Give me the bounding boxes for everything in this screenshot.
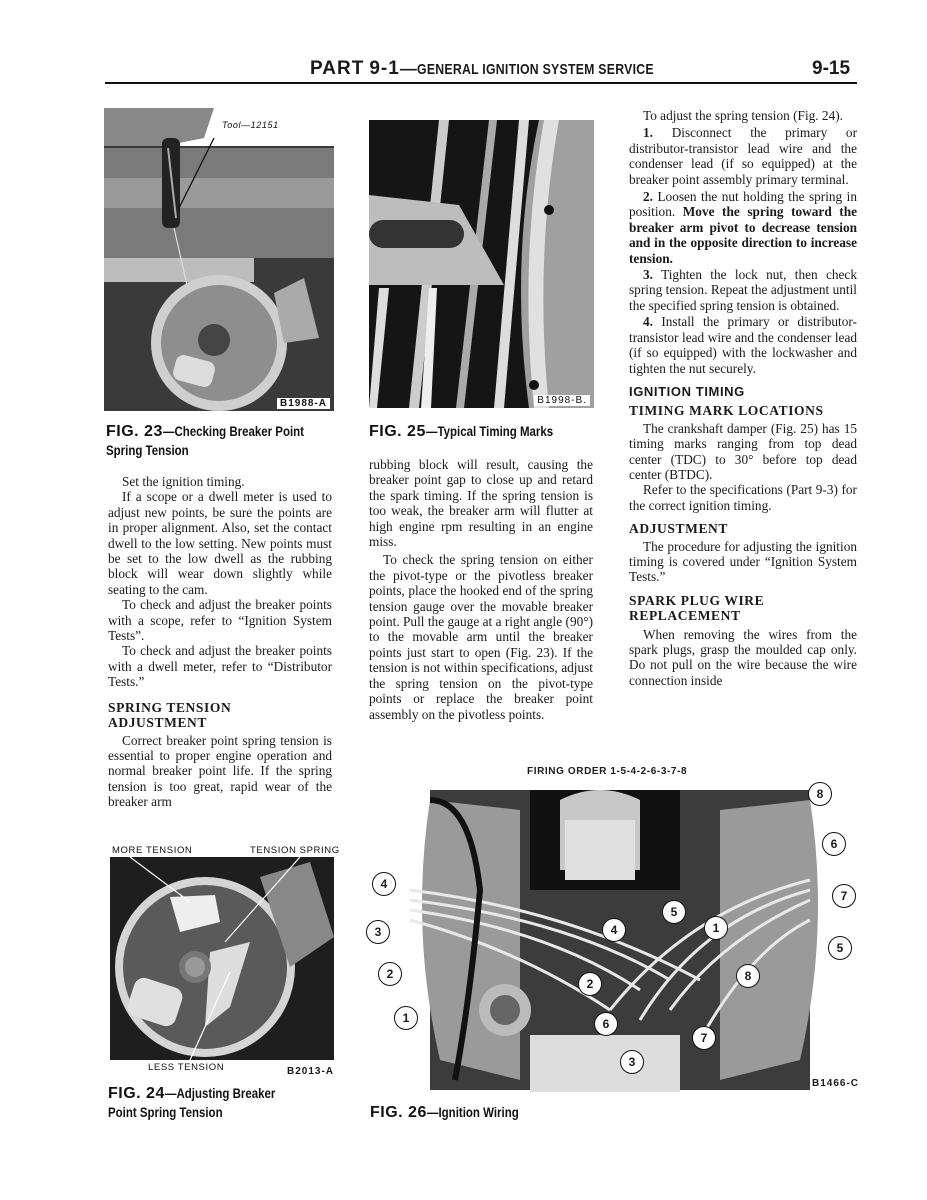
header-rule: [105, 82, 857, 84]
callout-5-right: 5: [828, 936, 852, 960]
fig26-title: —Ignition Wiring: [426, 1104, 519, 1120]
callout-3-bottom: 3: [620, 1050, 644, 1074]
fig23-caption: [106, 422, 346, 460]
header-part-number: 9-1: [369, 58, 400, 79]
right-p-damper: The crankshaft damper (Fig. 25) has 15 timing marks ranging from top dead center (TDC) to 30° before top dead center (BTDC).: [629, 420, 857, 482]
step2-number: 2.: [643, 189, 653, 205]
right-step4: 4. Install the primary or distributor-transistor lead wire and the condenser lead (if so equipped) with the lockwasher and tighten the nut securely.: [629, 314, 857, 376]
fig24-photo: [110, 857, 334, 1060]
header-dash: —: [399, 59, 418, 78]
left-column: [108, 474, 332, 810]
left-p2: If a scope or a dwell meter is used to adjust new points, be sure the points are in proper alignment. Also, set the contact dwell to the low setting. New points must be set to the low dwell as the rubbing block will wear down slightly while seating to the cam.: [108, 489, 332, 597]
header-section-title: GENERAL IGNITION SYSTEM SERVICE: [417, 61, 654, 78]
fig23-photo: [104, 108, 334, 411]
fig24-title-line2: Point Spring Tension: [108, 1104, 223, 1120]
fig23-title-line1: —Checking Breaker Point: [162, 423, 304, 439]
distributor-gauge-illustration: [104, 108, 334, 411]
callout-4-left: 4: [372, 872, 396, 896]
callout-7-center: 7: [692, 1026, 716, 1050]
heading-adjustment: ADJUSTMENT: [629, 521, 729, 537]
firing-order-label: FIRING ORDER 1-5-4-2-6-3-7-8: [527, 766, 688, 777]
step3-number: 3.: [643, 267, 653, 283]
fig25-code: B1998-B.: [534, 395, 590, 406]
right-intro: To adjust the spring tension (Fig. 24).: [643, 108, 843, 123]
callout-8-top-right: 8: [808, 782, 832, 806]
heading-timing-mark-locations: TIMING MARK LOCATIONS: [629, 403, 824, 419]
heading-spark-plug-wire: SPARK PLUG WIRE REPLACEMENT: [629, 592, 765, 624]
right-p-refer: Refer to the specifications (Part 9-3) for the correct ignition timing.: [629, 482, 857, 513]
header-title: [310, 58, 706, 80]
fig26-photo: [370, 780, 850, 1092]
right-p-removing: When removing the wires from the spark plugs, grasp the moulded cap only. Do not pull on the wire because the wire connection inside: [629, 626, 857, 688]
heading-spring-tension: SPRING TENSION ADJUSTMENT: [108, 699, 232, 731]
fig24-number: FIG. 24: [108, 1085, 165, 1102]
tool-label: Tool—12151: [222, 120, 279, 130]
fig25-caption: [369, 422, 609, 441]
fig24-code: B2013-A: [287, 1066, 335, 1077]
fig23-number: FIG. 23: [106, 423, 163, 440]
fig23-title-line2: Spring Tension: [106, 442, 189, 458]
middle-column: [369, 457, 593, 722]
page-header: [0, 58, 927, 82]
fig23-code: B1988-A: [277, 398, 330, 409]
callout-1-left: 1: [394, 1006, 418, 1030]
page-number: 9-15: [812, 58, 851, 79]
fig25-number: FIG. 25: [369, 423, 426, 440]
fig25-title: —Typical Timing Marks: [425, 423, 554, 439]
right-p-procedure: The procedure for adjusting the ignition timing is covered under “Ignition System Tests.”: [629, 538, 857, 585]
left-p1: Set the ignition timing.: [122, 474, 245, 489]
callout-7-right: 7: [832, 884, 856, 908]
step1-number: 1.: [643, 125, 653, 141]
heading-ignition-timing: IGNITION TIMING: [629, 383, 745, 399]
callout-2-center: 2: [578, 972, 602, 996]
label-tension-spring: TENSION SPRING: [250, 845, 340, 856]
callout-2-left: 2: [378, 962, 402, 986]
fig24-caption: [108, 1084, 348, 1122]
header-part: PART: [310, 58, 365, 79]
right-column: [629, 108, 857, 688]
fig26-number: FIG. 26: [370, 1104, 427, 1121]
callout-6-right: 6: [822, 832, 846, 856]
timing-marks-illustration: [369, 120, 594, 408]
right-step3: 3. Tighten the lock nut, then check spring tension. Repeat the adjustment until the specified spring tension is obtained.: [629, 267, 857, 313]
callout-5-center: 5: [662, 900, 686, 924]
callout-3-left: 3: [366, 920, 390, 944]
label-less-tension: LESS TENSION: [148, 1062, 225, 1073]
middle-p2: To check the spring tension on either the pivot-type or the pivotless breaker points, place the hooked end of the spring tension gauge over the movable breaker point. Pull the gauge at a right angle (90°) to the movable arm until the breaker points just start to open (Fig. 23). If the tension is not within specifications, adjust the spring tension on the pivot-type points or replace the breaker point assembly on the pivotless points.: [369, 552, 593, 722]
fig25-photo: [369, 120, 594, 408]
left-p4: To check and adjust the breaker points with a dwell meter, refer to “Distributor Tests.”: [108, 643, 332, 690]
callout-6-center: 6: [594, 1012, 618, 1036]
right-step2: 2. Loosen the nut holding the spring in position. Move the spring toward the breaker arm pivot to decrease tension and in the opposite direction to increase tension.: [629, 189, 857, 266]
fig26-code: B1466-C: [812, 1078, 860, 1089]
callout-1-center: 1: [704, 916, 728, 940]
left-p5: Correct breaker point spring tension is essential to proper engine operation and normal breaker point life. If the spring tension is too great, rapid wear of the breaker arm: [108, 732, 332, 810]
label-more-tension: MORE TENSION: [112, 845, 193, 856]
callout-4-center: 4: [602, 918, 626, 942]
breaker-point-illustration: [110, 857, 334, 1060]
fig26-caption: [370, 1103, 670, 1122]
left-p3: To check and adjust the breaker points with a scope, refer to “Ignition System Tests”.: [108, 597, 332, 644]
fig24-title-line1: —Adjusting Breaker: [164, 1085, 276, 1101]
callout-8-center: 8: [736, 964, 760, 988]
right-step1: 1. Disconnect the primary or distributor-transistor lead wire and the condenser lead (if so equipped) at the breaker point assembly primary terminal.: [629, 125, 858, 187]
middle-p1: rubbing block will result, causing the breaker point gap to close up and retard the spark timing. If the spring tension is too weak, the breaker arm will flutter at high engine rpm resulting in an engine miss.: [369, 457, 593, 550]
step4-number: 4.: [643, 314, 653, 330]
step2-emphasis: Move the spring toward the breaker arm pivot to decrease tension and in the opposite direction to increase tension.: [629, 204, 857, 266]
